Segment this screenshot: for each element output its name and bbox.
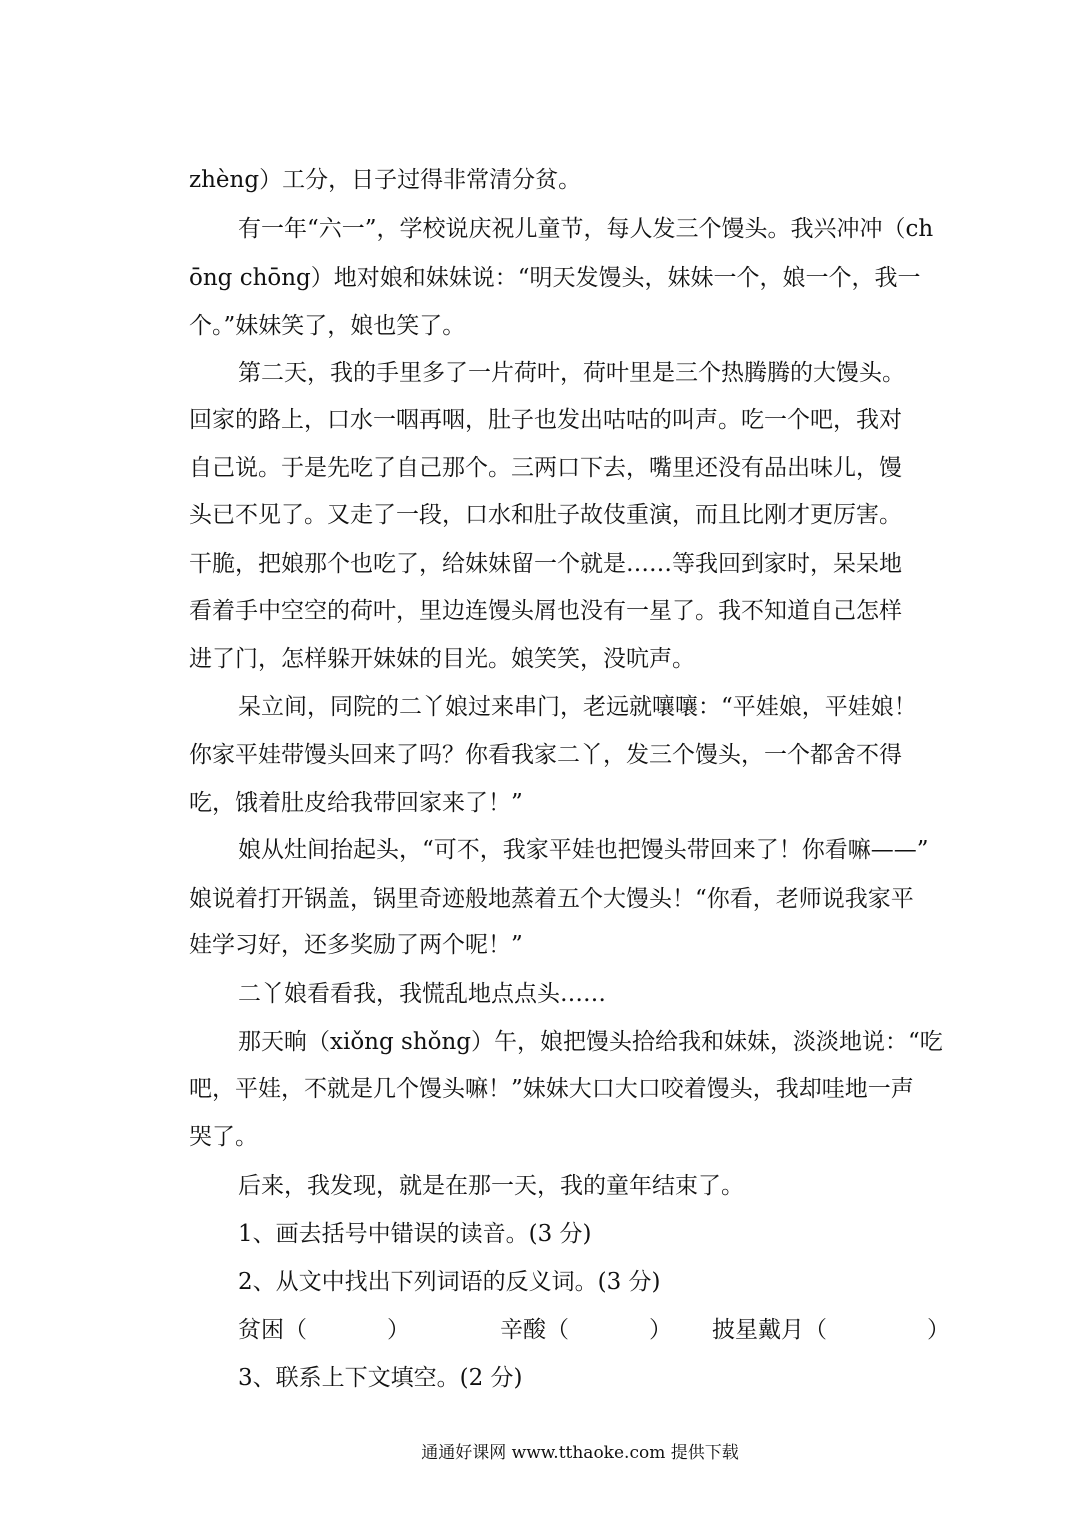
antonym-row [238, 1315, 978, 1345]
passage-line: zhèng）工分，日子过得非常清分贫。 [189, 167, 582, 193]
question-1: 1、画去括号中错误的读音。(3 分) [238, 1221, 592, 1247]
antonym-word: 贫困（ [238, 1317, 307, 1343]
passage-line: 干脆，把娘那个也吃了，给妹妹留一个就是……等我回到家时，呆呆地 [189, 551, 902, 577]
passage-line: ōng chōng）地对娘和妹妹说：“明天发馒头，妹妹一个，娘一个，我一 [189, 265, 921, 291]
passage-line: 娃学习好，还多奖励了两个呢！” [189, 932, 523, 958]
passage-line: 第二天，我的手里多了一片荷叶，荷叶里是三个热腾腾的大馒头。 [238, 360, 905, 386]
antonym-item [500, 1315, 672, 1345]
passage-line: 吧，平娃，不就是几个馒头嘛！”妹妹大口大口咬着馒头，我却哇地一声 [189, 1076, 914, 1102]
passage-line: 二丫娘看看我，我慌乱地点点头…… [238, 981, 606, 1007]
antonym-item [712, 1315, 950, 1345]
antonym-item [238, 1315, 410, 1345]
passage-line: 头已不见了。又走了一段，口水和肚子故伎重演，而且比刚才更厉害。 [189, 502, 902, 528]
passage-line: 娘从灶间抬起头，“可不，我家平娃也把馒头带回来了！你看嘛——” [238, 837, 929, 863]
passage-line: 看着手中空空的荷叶，里边连馒头屑也没有一星了。我不知道自己怎样 [189, 598, 902, 624]
passage-line: 回家的路上，口水一咽再咽，肚子也发出咕咕的叫声。吃一个吧，我对 [189, 407, 902, 433]
bracket-close: ） [649, 1317, 672, 1343]
question-2: 2、从文中找出下列词语的反义词。(3 分) [238, 1269, 661, 1295]
footer-credit: 通通好课网 www.tthaoke.com 提供下载 [421, 1443, 739, 1463]
passage-line: 个。”妹妹笑了，娘也笑了。 [189, 313, 466, 339]
passage-line: 吃，饿着肚皮给我带回家来了！” [189, 790, 523, 816]
bracket-close: ） [387, 1317, 410, 1343]
antonym-word: 辛酸（ [500, 1317, 569, 1343]
passage-line: 娘说着打开锅盖，锅里奇迹般地蒸着五个大馒头！“你看，老师说我家平 [189, 886, 914, 912]
passage-line: 进了门，怎样躲开妹妹的目光。娘笑笑，没吭声。 [189, 646, 695, 672]
question-3: 3、联系上下文填空。(2 分) [238, 1365, 523, 1391]
passage-line: 哭了。 [189, 1124, 258, 1150]
antonym-word: 披星戴月（ [712, 1317, 827, 1343]
passage-line: 你家平娃带馒头回来了吗？你看我家二丫，发三个馒头，一个都舍不得 [189, 742, 902, 768]
bracket-close: ） [927, 1317, 950, 1343]
passage-line: 后来，我发现，就是在那一天，我的童年结束了。 [238, 1173, 744, 1199]
passage-line: 有一年“六一”，学校说庆祝儿童节，每人发三个馒头。我兴冲冲（ch [238, 216, 934, 242]
passage-line: 自己说。于是先吃了自己那个。三两口下去，嘴里还没有品出味儿，馒 [189, 455, 902, 481]
passage-line: 呆立间，同院的二丫娘过来串门，老远就嚷嚷：“平娃娘，平娃娘！ [238, 694, 917, 720]
passage-line: 那天晌（xiǒng shǒng）午，娘把馒头拾给我和妹妹，淡淡地说：“吃 [238, 1029, 943, 1055]
